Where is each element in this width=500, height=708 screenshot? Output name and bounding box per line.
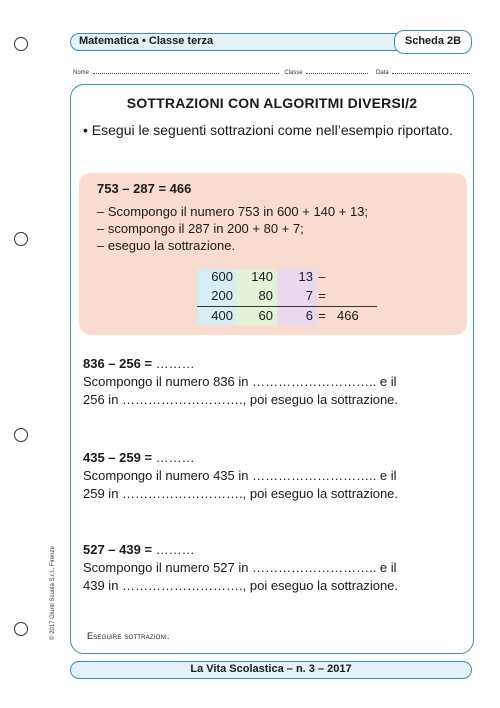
table-cell: 60 xyxy=(258,308,273,323)
exercise-line[interactable]: 439 in ………………………., poi eseguo la sottrazione. xyxy=(83,578,399,593)
answer-blank[interactable]: ……… xyxy=(152,356,195,371)
example-step: – Scompongo il numero 753 in 600 + 140 + 13; xyxy=(97,204,369,219)
subtraction-table xyxy=(197,269,383,327)
exercise-title xyxy=(83,449,473,467)
exercise-operation: 836 – 256 = xyxy=(83,356,153,371)
result-line xyxy=(197,306,377,307)
binder-hole-1 xyxy=(14,37,28,51)
table-cell: 600 xyxy=(211,269,233,284)
student-info-line xyxy=(73,68,473,76)
binder-hole-2 xyxy=(14,232,28,246)
content-frame xyxy=(70,84,474,654)
objective-note: Eseguire sottrazioni. xyxy=(87,631,170,641)
exercise-line[interactable]: 256 in ………………………., poi eseguo la sottrazione. xyxy=(83,392,399,407)
table-cell: 6 xyxy=(305,308,313,323)
exercise-3 xyxy=(83,541,473,595)
exercise-1 xyxy=(83,355,473,409)
exercise-operation: 435 – 259 = xyxy=(83,450,153,465)
exercise-2 xyxy=(83,449,473,503)
answer-blank[interactable]: ……… xyxy=(152,542,195,557)
copyright-text: © 2017 Giunti Scuola S.r.l., Firenze xyxy=(50,546,56,640)
scheda-tab: Scheda 2B xyxy=(394,30,472,54)
classe-label: Classe xyxy=(284,70,303,76)
answer-blank[interactable]: ……… xyxy=(152,450,195,465)
classe-field[interactable] xyxy=(306,68,368,74)
subject-label: Matematica • Classe terza xyxy=(79,35,214,47)
nome-label: Nome xyxy=(73,70,90,76)
nome-field[interactable] xyxy=(93,68,279,74)
example-step: – eseguo la sottrazione. xyxy=(97,238,236,253)
header-bar xyxy=(70,33,472,51)
table-operator: – xyxy=(318,269,326,284)
magazine-footer: La Vita Scolastica – n. 3 – 2017 xyxy=(70,661,472,679)
instruction-text: • Esegui le seguenti sottrazioni come nell’esempio riportato. xyxy=(83,122,453,138)
exercise-title xyxy=(83,355,473,373)
table-operator: = xyxy=(318,308,326,323)
exercise-line[interactable]: Scompongo il numero 435 in ……………………….. e il xyxy=(83,468,397,483)
table-cell: 400 xyxy=(211,308,233,323)
example-heading: 753 – 287 = 466 xyxy=(97,181,192,196)
page-title: SOTTRAZIONI CON ALGORITMI DIVERSI/2 xyxy=(126,95,418,111)
table-cell: 140 xyxy=(251,269,273,284)
table-cell: 80 xyxy=(258,288,273,303)
exercise-line[interactable]: Scompongo il numero 527 in ……………………….. e il xyxy=(83,560,397,575)
binder-hole-3 xyxy=(14,428,28,442)
exercise-line[interactable]: 259 in ………………………., poi eseguo la sottrazione. xyxy=(83,486,399,501)
data-field[interactable] xyxy=(392,68,470,74)
example-box xyxy=(79,173,467,335)
example-steps xyxy=(97,203,368,254)
exercise-line[interactable]: Scompongo il numero 836 in ……………………….. e il xyxy=(83,374,397,389)
binder-hole-4 xyxy=(14,622,28,636)
table-cell: 7 xyxy=(305,288,313,303)
exercise-operation: 527 – 439 = xyxy=(83,542,153,557)
table-cell: 13 xyxy=(298,269,313,284)
data-label: Data xyxy=(376,70,389,76)
table-cell: 200 xyxy=(211,288,233,303)
example-step: – scompongo il 287 in 200 + 80 + 7; xyxy=(97,221,304,236)
table-operator: = xyxy=(318,288,326,303)
table-result: 466 xyxy=(337,308,359,323)
exercise-title xyxy=(83,541,473,559)
